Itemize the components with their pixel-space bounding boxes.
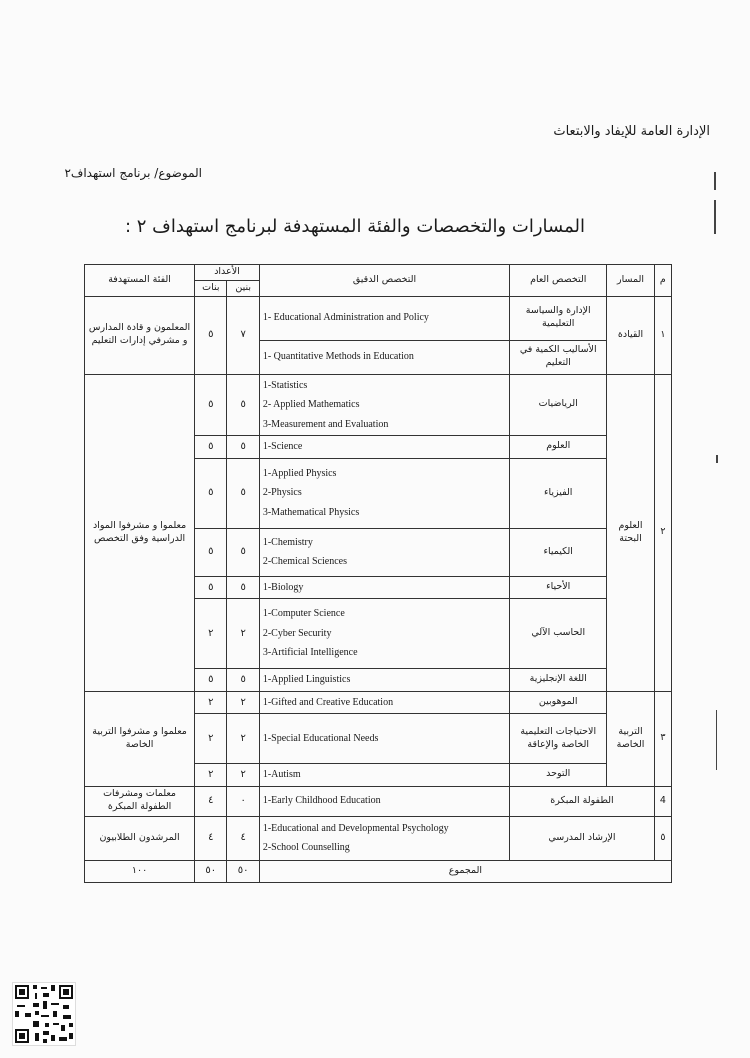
specialty-item: 1-Statistics: [262, 379, 308, 391]
boys-count: ٠: [227, 786, 259, 816]
girls-count: ٥: [195, 576, 227, 599]
header-general: التخصص العام: [510, 265, 607, 297]
header-path: المسار: [607, 265, 654, 297]
target-group: المعلمون و قادة المدارس و مشرفي إدارات التعليم: [85, 296, 195, 374]
table-row: [85, 691, 672, 714]
table-row: [85, 816, 672, 860]
specific-specialty: [259, 340, 509, 374]
boys-count: ٥: [227, 458, 259, 528]
track-number: ٢: [654, 374, 671, 691]
boys-count: ٢: [227, 691, 259, 714]
specific-specialty: [259, 528, 509, 576]
specialty-item: 1-Gifted and Creative Education: [262, 696, 394, 708]
table-row: [85, 786, 672, 816]
specialty-item: 1-Early Childhood Education: [262, 795, 381, 807]
girls-count: ٥: [195, 528, 227, 576]
specialty-item: 3-Measurement and Evaluation: [262, 418, 389, 430]
track-number: ٥: [654, 816, 671, 860]
general-specialty: التوحد: [510, 764, 607, 787]
girls-count: ٢: [195, 714, 227, 764]
specialty-item: 1-Special Educational Needs: [262, 732, 379, 744]
general-specialty: الموهوبين: [510, 691, 607, 714]
specialty-item: 3-Artificial Intelligence: [262, 647, 358, 659]
girls-count: ٤: [195, 786, 227, 816]
total-label: المجموع: [259, 860, 671, 882]
specialty-item: 2- Applied Mathematics: [262, 399, 360, 411]
girls-count: ٤: [195, 816, 227, 860]
edge-mark: [716, 710, 717, 770]
track-path: التربية الخاصة: [607, 691, 654, 786]
specific-specialty: [259, 764, 509, 787]
specific-specialty: [259, 599, 509, 669]
specific-specialty: [259, 458, 509, 528]
specialty-item: 1- Educational Administration and Policy: [262, 312, 429, 324]
subject-line: الموضوع/ برنامج استهداف٢: [64, 166, 202, 180]
header-target: الفئة المستهدفة: [85, 265, 195, 297]
edge-mark: [716, 455, 718, 463]
table-row: [85, 374, 672, 436]
girls-count: ٥: [195, 458, 227, 528]
total-row: [85, 860, 672, 882]
specialty-item: 2-School Counselling: [262, 842, 350, 854]
header-girls: بنات: [195, 280, 227, 296]
specialty-item: 1-Science: [262, 441, 303, 453]
total-target: ١٠٠: [85, 860, 195, 882]
girls-count: ٥: [195, 296, 227, 374]
general-specialty: اللغة الإنجليزية: [510, 669, 607, 692]
boys-count: ٤: [227, 816, 259, 860]
specific-specialty: [259, 374, 509, 436]
boys-count: ٧: [227, 296, 259, 374]
general-specialty: الأساليب الكمية في التعليم: [510, 340, 607, 374]
girls-count: ٢: [195, 764, 227, 787]
boys-count: ٥: [227, 669, 259, 692]
qr-code: [12, 982, 76, 1046]
boys-count: ٢: [227, 764, 259, 787]
girls-count: ٥: [195, 436, 227, 459]
track-path: العلوم البحتة: [607, 374, 654, 691]
edge-mark: [714, 200, 716, 234]
header-row: [85, 265, 672, 281]
boys-count: ٥: [227, 374, 259, 436]
general-specialty: الإرشاد المدرسي: [510, 816, 655, 860]
header-specific: التخصص الدقيق: [259, 265, 509, 297]
edge-mark: [714, 172, 716, 190]
total-girls: ٥٠: [195, 860, 227, 882]
specific-specialty: [259, 714, 509, 764]
specialty-item: 1-Applied Linguistics: [262, 674, 351, 686]
qr-code-icon: [13, 983, 75, 1045]
track-number: ٣: [654, 691, 671, 786]
tracks-table: [84, 264, 672, 883]
header-boys: بنين: [227, 280, 259, 296]
specialty-item: 1-Autism: [262, 769, 301, 781]
department-header: الإدارة العامة للإيفاد والابتعاث: [553, 124, 710, 139]
general-specialty: الفيزياء: [510, 458, 607, 528]
target-group: معلموا و مشرفوا المواد الدراسية وفق التخصص: [85, 374, 195, 691]
specific-specialty: [259, 576, 509, 599]
specific-specialty: [259, 786, 509, 816]
general-specialty: الرياضيات: [510, 374, 607, 436]
girls-count: ٢: [195, 691, 227, 714]
specific-specialty: [259, 691, 509, 714]
specialty-item: 2-Cyber Security: [262, 627, 332, 639]
track-number: 4: [654, 786, 671, 816]
girls-count: ٥: [195, 669, 227, 692]
boys-count: ٥: [227, 528, 259, 576]
boys-count: ٢: [227, 599, 259, 669]
girls-count: ٢: [195, 599, 227, 669]
girls-count: ٥: [195, 374, 227, 436]
general-specialty: الأحياء: [510, 576, 607, 599]
specific-specialty: [259, 816, 509, 860]
boys-count: ٥: [227, 436, 259, 459]
boys-count: ٢: [227, 714, 259, 764]
specific-specialty: [259, 296, 509, 340]
specific-specialty: [259, 436, 509, 459]
specialty-item: 1-Educational and Developmental Psychology: [262, 822, 449, 834]
general-specialty: الطفولة المبكرة: [510, 786, 655, 816]
general-specialty: الإدارة والسياسة التعليمية: [510, 296, 607, 340]
specialty-item: 1-Chemistry: [262, 536, 313, 548]
document-title: المسارات والتخصصات والفئة المستهدفة لبرنامج استهداف ٢ :: [124, 216, 585, 237]
table-row: [85, 296, 672, 340]
general-specialty: الاحتياجات التعليمية الخاصة والإعاقة: [510, 714, 607, 764]
header-counts: الأعداد: [195, 265, 260, 281]
specialty-item: 1- Quantitative Methods in Education: [262, 351, 414, 363]
specific-specialty: [259, 669, 509, 692]
target-group: معلموا و مشرفوا التربية الخاصة: [85, 691, 195, 786]
track-path: القيادة: [607, 296, 654, 374]
general-specialty: العلوم: [510, 436, 607, 459]
specialty-item: 1-Applied Physics: [262, 467, 337, 479]
target-group: معلمات ومشرفات الطفولة المبكرة: [85, 786, 195, 816]
header-m: م: [654, 265, 671, 297]
target-group: المرشدون الطلابيون: [85, 816, 195, 860]
track-number: ١: [654, 296, 671, 374]
general-specialty: الحاسب الآلي: [510, 599, 607, 669]
specialty-item: 2-Physics: [262, 487, 302, 499]
boys-count: ٥: [227, 576, 259, 599]
general-specialty: الكيمياء: [510, 528, 607, 576]
specialty-item: 1-Biology: [262, 581, 304, 593]
total-boys: ٥٠: [227, 860, 259, 882]
specialty-item: 3-Mathematical Physics: [262, 506, 360, 518]
specialty-item: 2-Chemical Sciences: [262, 556, 347, 568]
specialty-item: 1-Computer Science: [262, 608, 345, 620]
